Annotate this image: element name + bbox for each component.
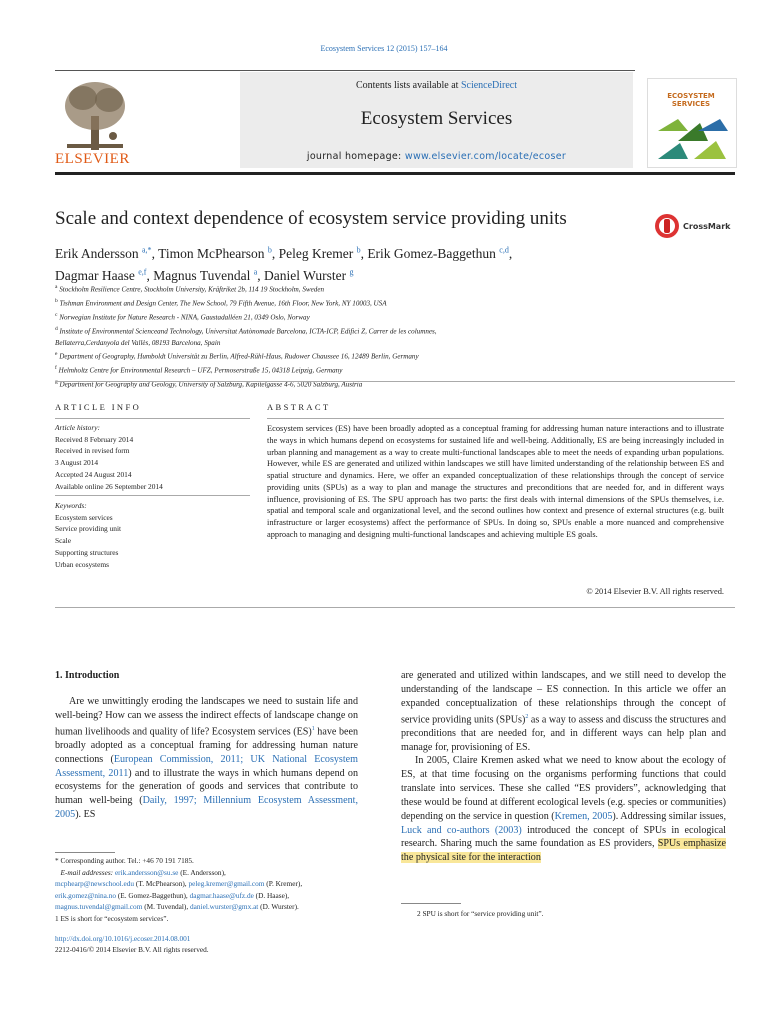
abstract-heading: ABSTRACT [267,402,331,412]
sciencedirect-link[interactable]: ScienceDirect [460,80,518,91]
author: Magnus Tuvendal $^a$, [153,267,265,283]
crossmark-label[interactable]: CrossMark [683,222,731,231]
publisher-name: ELSEVIER [55,151,130,167]
doi-link[interactable]: http://dx.doi.org/10.1016/j.ecoser.2014.08.001 [55,934,191,943]
footnote: 1 ES is short for “ecosystem services”. [55,913,169,923]
crossmark-icon[interactable] [654,213,680,239]
abstract-copyright: © 2014 Elsevier B.V. All rights reserved. [586,587,724,596]
author: Daniel Wurster $^g$ [264,267,354,283]
section-heading: 1. Introduction [55,670,120,681]
abstract-text: Ecosystem services (ES) have been broadly adopted as a conceptual framing for addressing human nature interactions and to illustrate the ways in which humans depend on ecosystems for sustained life and well-being. Additionally, ES are being increasingly included in urban planning and management as a way to create multi-functional landscapes able to meet the needs of expanding urban populations. However, while ES are generated and utilized within landscapes we still have limited understanding of the relationship between ES and spatial structure and dynamics. Here, we offer an expanded conceptualization of these relationships through the concept of service providing units (SPUs) as a way to plan and manage the structures and preconditions that are needed for, and in different ways influence, provisioning of ES. The SPU approach has two parts: the first deals with internal dimensions of the SPUs themselves, i.e. spatial and temporal scale and organizational level, and the second outlines how context and presence of external structures (e.g. built infrastructure or larger ecosystems) affect the performance of SPUs. In doing so, SPUs enable a more nuanced and comprehensive approach to managing and designing multi-functional landscapes and achieving multiple ES goals. [267,424,724,539]
citation-link[interactable]: Kremen, 2005 [554,810,613,822]
homepage-prefix: journal homepage: [306,151,405,162]
header-thick-rule [55,172,735,175]
divider [55,418,250,419]
affiliation: $^a$ Stockholm Resilience Centre, Stockholm University, Kräftriket 2b, 114 19 Stockholm, Sweden [55,284,325,294]
affiliation-list [55,282,655,391]
author: Dagmar Haase $^{e,f}$, [55,267,154,283]
highlighted-text: SPUs emphasize the physical site for the interaction [401,838,726,864]
homepage-link[interactable]: www.elsevier.com/locate/ecoser [404,151,567,162]
article-title: Scale and context dependence of ecosystem service providing units [55,208,567,229]
citation-link[interactable]: European Commission, 2011; UK National Ecosystem Assessment, 2011 [55,753,358,779]
divider [267,418,724,419]
divider [55,381,735,382]
citation-link[interactable]: Luck and co-authors (2003) [401,824,522,836]
affiliation: $^g$ Department for Geography and Geology, University of Salzburg, Kapitelgasse 4-6, 5020 Salzburg, Austria [55,379,363,389]
contents-prefix: Contents lists available at [355,80,461,91]
affiliation: $^e$ Department of Geography, Humboldt Universität zu Berlin, Alfred-Rühl-Haus, Rudower Chaussee 16, 12489 Berlin, Germany [55,351,419,361]
author: Peleg Kremer $^b$, [278,245,368,261]
journal-citation: Ecosystem Services 12 (2015) 157–164 [320,44,448,53]
affiliation: $^b$ Tishman Environment and Design Center, The New School, 79 Fifth Avenue, 16th Floor, New York, NY 10003, USA [55,297,387,308]
header-rule [55,70,635,71]
author-list [55,240,615,285]
footnote: 2 SPU is short for “service providing unit”. [417,909,544,918]
affiliation: $^f$ Helmholtz Centre for Environmental Research – UFZ, Permoserstraße 15, 04318 Leipzig, Germany [55,365,343,375]
keywords: Keywords: Ecosystem services Service providing unit Scale Supporting structures Urban ecosystems [55,501,122,569]
divider [55,607,735,608]
author: Erik Andersson $^{a,*}$, [55,245,159,261]
author: Erik Gomez-Baggethun $^{c,d}$, [367,245,513,261]
affiliation: $^c$ Norwegian Institute for Nature Research - NINA, Gaustadalléen 21, 0349 Oslo, Norway [55,311,310,322]
journal-homepage [240,151,633,162]
citation-link[interactable]: Daily, 1997; Millennium Ecosystem Assessment, 2005 [55,795,358,821]
affiliation: Bellaterra,Cerdanyola del Vallès, 08193 Barcelona, Spain [55,338,221,347]
divider [55,495,250,496]
footnote-rule [401,903,461,904]
article-history: Article history: Received 8 February 2014 Received in revised form 3 August 2014 Accepted 24 August 2014 Available online 26 September 2014 [55,423,163,491]
contents-line [240,80,633,91]
email-addresses: E-mail addresses: erik.andersson@su.se (E. Andersson), mcphearp@newschool.edu (T. McPhearson), peleg.kremer@gmail.com (P. Kremer), erik.gomez@nina.no (E. Gomez-Baggethun), dagmar.haase@ufz.de (D. Haase), magnus.tuvendal@gmail.com (M. Tuvendal), daniel.wurster@gmx.at (D. Wurster). [55,867,303,912]
article-info-heading: ARTICLE INFO [55,402,142,412]
body-column-right: are generated and utilized within landscapes, and we still need to develop the understanding of the landscape – ES connection. In this article we offer an expanded conceptualization of these relationships through the concept of service providing units (SPUs)$^2$ as a way to assess and discuss the structures and preconditions that are needed for, and in different ways can help plan and manage for, provisioning of ES. In 2005, Claire Kremen asked what we need to know about the ecology of ES, at that time focusing on the organisms performing functions that could translate into services. These she called “ES providers”, acknowledging that these would be found at different ecological levels (e.g. species or communities) depending on the service in question (Kremen, 2005). Addressing similar issues, Luck and co-authors (2003) introduced the concept of SPUs in ecological research. Sharing much the same foundation as ES providers, SPUs emphasize the physical site for the interaction [401,670,726,864]
body-column-left: Are we unwittingly eroding the landscapes we need to sustain life and well-being? How can we assess the indirect effects of landscape change on human livelihoods and quality of life? Ecosystem services (ES)$^1$ have been broadly adopted as a conceptual framing for addressing human nature connections (European Commission, 2011; UK National Ecosystem Assessment, 2011) and to illustrate the ways in which humans depend on ecosystems for the generation of goods and services that contribute to human well-being (Daily, 1997; Millennium Ecosystem Assessment, 2005). ES [55,696,358,821]
footnotes-left [55,855,365,925]
affiliation: $^d$ Institute of Environmental Scienceand Technology, Universitat Autònomade Barcelona, ICTA-ICP, Edifici Z, Carrer de les columnes, [55,325,437,336]
corresponding-author: * Corresponding author. Tel.: +46 70 191 7185. [55,856,194,865]
footnote-rule [55,852,115,853]
page-footer [55,934,209,956]
journal-title: Ecosystem Services [360,108,513,129]
author: Timon McPhearson $^b$, [158,245,279,261]
cover-title: ECOSYSTEM SERVICES [667,92,715,108]
issn-line: 2212-0416/© 2014 Elsevier B.V. All rights reserved. [55,944,209,954]
